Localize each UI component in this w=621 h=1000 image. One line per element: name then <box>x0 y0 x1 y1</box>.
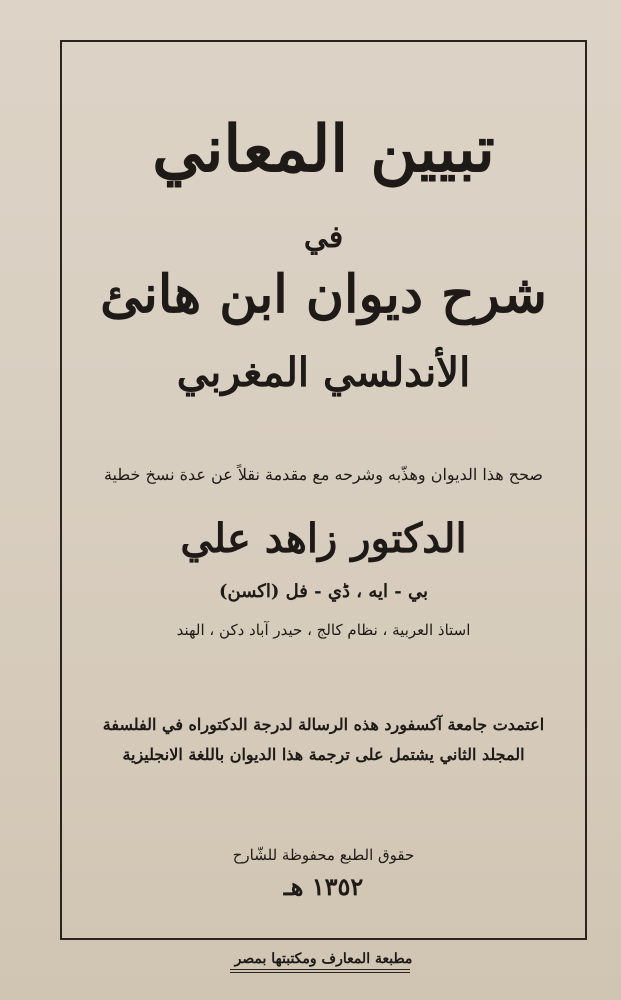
imprint-rule <box>230 969 410 970</box>
editor-statement: صحح هذا الديوان وهذّبه وشرحه مع مقدمة نقلاً عن عدة نسخ خطية <box>103 465 544 484</box>
imprint-rule-lower <box>230 972 410 973</box>
approval-statement: اعتمدت جامعة آكسفورد هذه الرسالة لدرجة الدكتوراه في الفلسفة <box>102 715 545 734</box>
author-affiliation: استاذ العربية ، نظام كالج ، حيدر آباد دكن ، الهند <box>176 621 471 639</box>
publication-year: ١٣٥٢ هـ <box>283 872 364 901</box>
copyright-notice: حقوق الطبع محفوظة للشّارح <box>232 846 415 864</box>
second-volume-note: المجلد الثاني يشتمل على ترجمة هذا الديوان باللغة الانجليزية <box>122 745 525 764</box>
publisher-imprint: مطبعة المعارف ومكتبتها بمصر <box>234 951 413 967</box>
title-connector: في <box>303 220 344 255</box>
author-degrees: بي - ايه ، ڈي - فل (اكسن) <box>219 581 428 602</box>
book-title: تبيين المعاني <box>152 112 495 187</box>
author-name: الدكتور زاهد علي <box>180 515 467 562</box>
book-subtitle: شرح ديوان ابن هانئ <box>100 264 547 325</box>
poet-origin: الأندلسي المغربي <box>176 349 471 396</box>
